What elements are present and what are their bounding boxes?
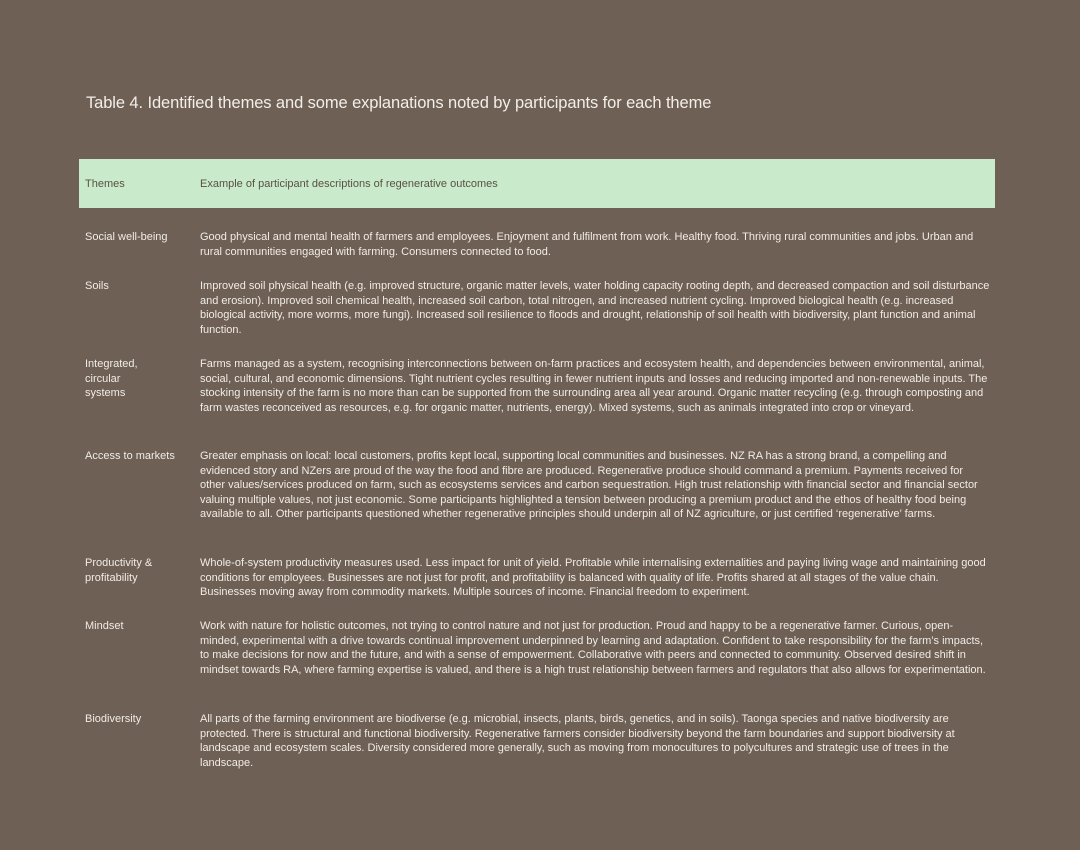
table-row-access-to-markets [79, 449, 995, 522]
description-cell: Farms managed as a system, recognising interconnections between on-farm practices and ecosystem health, and dependencies between environmental, animal, social, cultural, and economic dimensions. Tight nutrient cycles resulting in fewer nutrient inputs and losses and reducing imported and non-renewable inputs. The stocking intensity of the farm is no more than can be supported from the surrounding area all year around. Organic matter recycling (e.g. through composting and farm wastes reconceived as resources, e.g. for organic matter, nutrients, energy). Mixed systems, such as animals integrated into crop or vineyard. [200, 358, 988, 414]
themes-table [79, 159, 995, 769]
header-descriptions: Example of participant descriptions of regenerative outcomes [200, 177, 498, 190]
table-row-soils [79, 279, 995, 337]
theme-cell: Access to markets [85, 450, 175, 462]
theme-cell: Productivity & profitability [85, 557, 153, 584]
table-row-productivity-profitability [79, 556, 995, 600]
description-cell: Improved soil physical health (e.g. improved structure, organic matter levels, water holding capacity rooting depth, and decreased compaction and soil disturbance and erosion). Improved soil chemical health, increased soil carbon, total nitrogen, and increased nutrient cycling. Improved biological health (e.g. increased biological activity, more worms, more fungi). Increased soil resilience to floods and drought, relationship of soil health with biodiversity, plant function and animal function. [200, 280, 990, 336]
table-row-biodiversity [79, 712, 995, 770]
theme-cell: Mindset [85, 620, 124, 632]
description-cell: Whole-of-system productivity measures used. Less impact for unit of yield. Profitable while internalising externalities and paying living wage and maintaining good conditions for employees. Businesses are not just for profit, and profitability is balanced with quality of life. Profits shared at all stages of the value chain. Businesses moving away from commodity markets. Multiple sources of income. Financial freedom to experiment. [200, 557, 986, 599]
theme-cell: Soils [85, 280, 109, 292]
description-cell: Greater emphasis on local: local customers, profits kept local, supporting local communities and businesses. NZ RA has a strong brand, a compelling and evidenced story and NZers are proud of the way the food and fibre are produced. Regenerative produce should command a premium. Payments received for other values/services produced on farm, such as ecosystems services and carbon sequestration. High trust relationship with financial sector and financial sector valuing multiple values, not just economic. Some participants highlighted a tension between producing a premium product and the ethos of healthy food being available to all. Other participants questioned whether regenerative principles should underpin all of NZ agriculture, or just certified ‘regenerative’ farms. [200, 450, 978, 521]
theme-cell: Social well-being [85, 231, 168, 243]
table-row-integrated-circular-systems [79, 357, 995, 415]
table-row-social-well-being [79, 230, 995, 259]
theme-cell: Integrated, circular systems [85, 358, 138, 400]
description-cell: Work with nature for holistic outcomes, not trying to control nature and not just for production. Proud and happy to be a regenerative farmer. Curious, open-minded, experimental with a drive towards continual improvement underpinned by learning and adaptation. Confident to take responsibility for the farm’s impacts, to make decisions for now and the future, and with a sense of empowerment. Collaborative with peers and connected to community. Observed desired shift in mindset towards RA, where farming expertise is valued, and there is a high trust relationship between farmers and regulators that also allows for experimentation. [200, 620, 986, 676]
table-header [79, 159, 995, 208]
table-title: Table 4. Identified themes and some explanations noted by participants for each theme [86, 94, 712, 112]
theme-cell: Biodiversity [85, 713, 142, 725]
description-cell: All parts of the farming environment are biodiverse (e.g. microbial, insects, plants, birds, genetics, and in soils). Taonga species and native biodiversity are protected. There is structural and functional biodiversity. Regenerative farmers consider biodiversity beyond the farm boundaries and support biodiversity at landscape and ecosystem scales. Diversity considered more generally, such as moving from monocultures to polycultures and strategic use of trees in the landscape. [200, 713, 955, 769]
table-row-mindset [79, 619, 995, 677]
header-themes: Themes [85, 177, 125, 190]
description-cell: Good physical and mental health of farmers and employees. Enjoyment and fulfilment from work. Healthy food. Thriving rural communities and jobs. Urban and rural communities engaged with farming. Consumers connected to food. [200, 231, 974, 258]
